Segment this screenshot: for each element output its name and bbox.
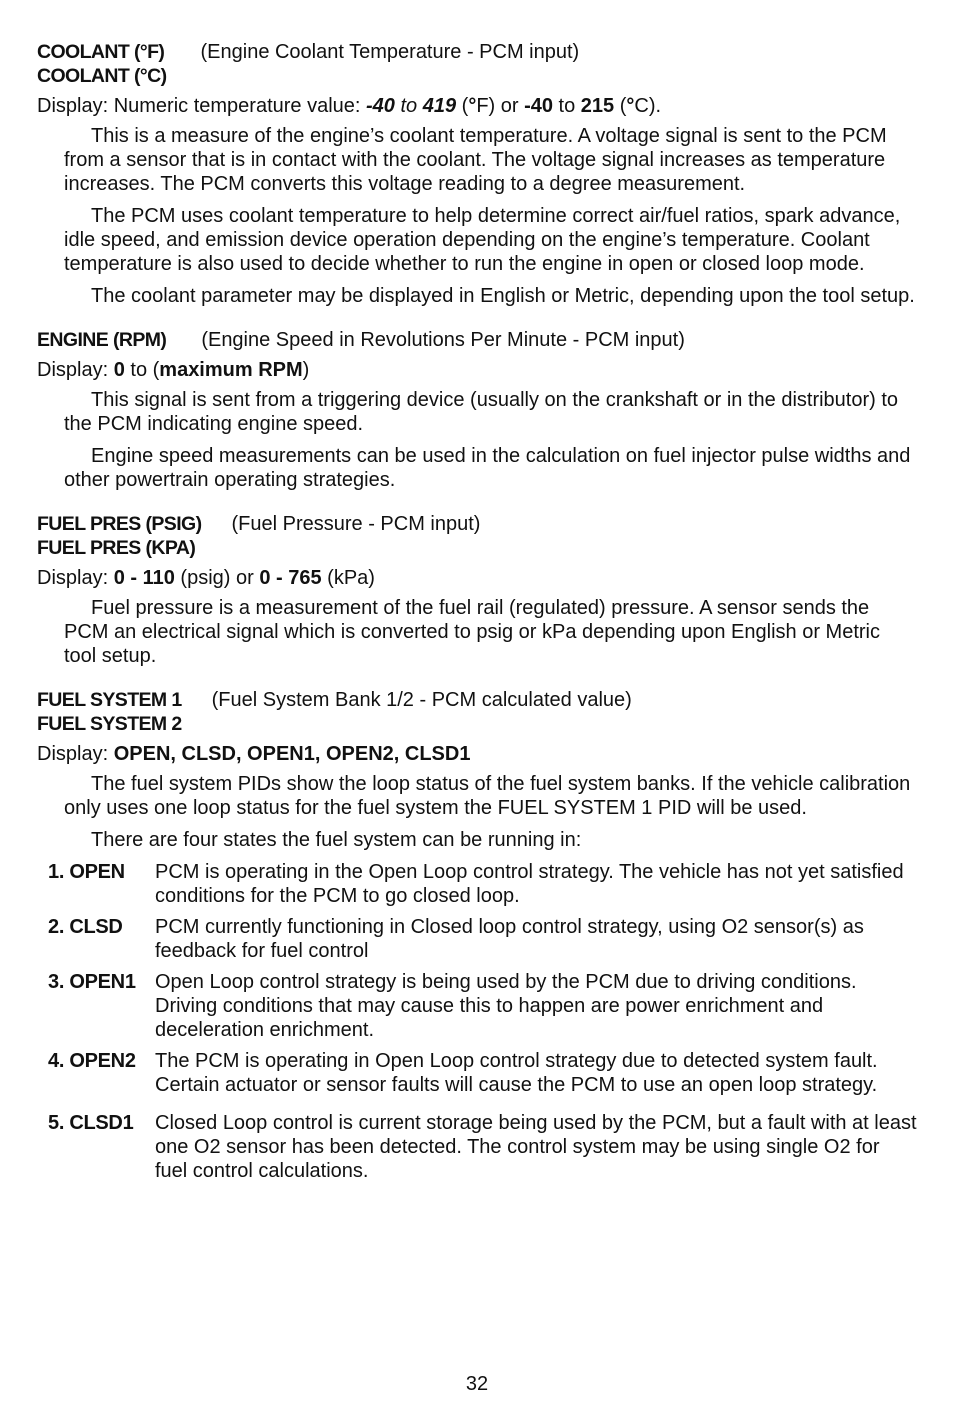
engine-rpm-paragraph: This signal is sent from a triggering device (usually on the crankshaft or in the distributor) to the PCM indicating engine speed. [64, 389, 899, 435]
engine-rpm-pid-names [37, 328, 166, 352]
manual-page [37, 40, 917, 1203]
page-number: 32 [465, 1373, 489, 1395]
list-item [48, 970, 917, 1042]
list-item [48, 1111, 917, 1183]
engine-rpm-name: ENGINE (RPM) [37, 329, 167, 351]
engine-rpm-section [37, 328, 917, 492]
fuel-pres-heading [37, 512, 917, 560]
coolant-c-min: -40 [524, 95, 553, 117]
list-item [48, 1049, 917, 1097]
state-text: Open Loop control strategy is being used by the PCM due to driving conditions. Driving conditions that may cause this to happen are power enrichment and deceleration enrichment. [155, 971, 857, 1041]
fuel-system-paragraph: The fuel system PIDs show the loop status of the fuel system banks. If the vehicle calibration only uses one loop status for the fuel system the FUEL SYSTEM 1 PID will be used. [64, 773, 911, 819]
fuel-pres-description: (Fuel Pressure - PCM input) [231, 513, 481, 535]
state-text: The PCM is operating in Open Loop control strategy due to detected system fault. Certain actuator or sensor faults will cause the PCM to use an open loop strategy. [155, 1050, 878, 1096]
fuel-system-paragraph: There are four states the fuel system can be running in: [91, 829, 582, 851]
fuel-pres-psig-name: FUEL PRES (PSIG) [37, 513, 202, 535]
fuel-pres-pid-names [37, 512, 201, 560]
state-text: PCM currently functioning in Closed loop control strategy, using O2 sensor(s) as feedback for fuel control [155, 916, 864, 962]
fuel-pres-display-range: Display: 0 - 110 (psig) or 0 - 765 (kPa) [37, 567, 375, 589]
engine-rpm-description: (Engine Speed in Revolutions Per Minute - PCM input) [201, 329, 685, 351]
coolant-paragraph: The coolant parameter may be displayed in English or Metric, depending upon the tool setup. [91, 285, 915, 307]
fuel-system-display-values: Display: OPEN, CLSD, OPEN1, OPEN2, CLSD1 [37, 743, 471, 765]
list-item [48, 860, 917, 908]
state-number: 1. OPEN [48, 861, 125, 883]
fuel-pres-section [37, 512, 917, 668]
list-item [48, 915, 917, 963]
coolant-c-max: 215 [580, 95, 615, 117]
fuel-system-heading [37, 688, 917, 736]
engine-rpm-heading [37, 328, 917, 352]
fuel-system-1-name: FUEL SYSTEM 1 [37, 689, 182, 711]
state-text: Closed Loop control is current storage being used by the PCM, but a fault with at least one O2 sensor has been detected. The control system may be using single O2 for fuel control calculations. [155, 1112, 917, 1182]
fuel-system-description: (Fuel System Bank 1/2 - PCM calculated value) [211, 689, 632, 711]
state-number: 2. CLSD [48, 916, 123, 938]
state-number: 3. OPEN1 [48, 971, 136, 993]
state-number: 5. CLSD1 [48, 1112, 134, 1134]
state-number: 4. OPEN2 [48, 1050, 136, 1072]
coolant-f-name: COOLANT (°F) [37, 41, 165, 63]
coolant-paragraph: The PCM uses coolant temperature to help determine correct air/fuel ratios, spark advance, idle speed, and emission device operation depending on the engine’s temperature. Coolant temperature is also used to decide whether to run the engine in open or closed loop mode. [64, 205, 901, 275]
fuel-system-states-list [37, 860, 917, 1183]
coolant-paragraph: This is a measure of the engine’s coolant temperature. A voltage signal is sent to the PCM from a sensor that is in contact with the coolant. The voltage signal increases as temperature increases. The PCM converts this voltage reading to a degree measurement. [64, 125, 887, 195]
coolant-display-range: Display: Numeric temperature value: -40 to 419 (°F) or -40 to 215 (°C). [37, 95, 662, 117]
coolant-description: (Engine Coolant Temperature - PCM input) [200, 41, 580, 63]
engine-rpm-paragraph: Engine speed measurements can be used in the calculation on fuel injector pulse widths and other powertrain operating strategies. [64, 445, 911, 491]
coolant-section [37, 40, 917, 308]
fuel-system-2-name: FUEL SYSTEM 2 [37, 713, 182, 735]
fuel-pres-paragraph: Fuel pressure is a measurement of the fuel rail (regulated) pressure. A sensor sends the PCM an electrical signal which is converted to psig or kPa depending upon English or Metric tool setup. [64, 597, 880, 667]
state-text: PCM is operating in the Open Loop control strategy. The vehicle has not yet satisfied conditions for the PCM to go closed loop. [155, 861, 904, 907]
coolant-f-min: -40 [366, 95, 395, 117]
coolant-heading [37, 40, 917, 88]
fuel-system-pid-names [37, 688, 182, 736]
engine-rpm-display-range: Display: 0 to (maximum RPM) [37, 359, 310, 381]
fuel-system-section [37, 688, 917, 1183]
coolant-f-max: 419 [422, 95, 457, 117]
coolant-pid-names [37, 40, 167, 88]
coolant-c-name: COOLANT (°C) [37, 65, 167, 87]
fuel-pres-kpa-name: FUEL PRES (KPA) [37, 537, 196, 559]
